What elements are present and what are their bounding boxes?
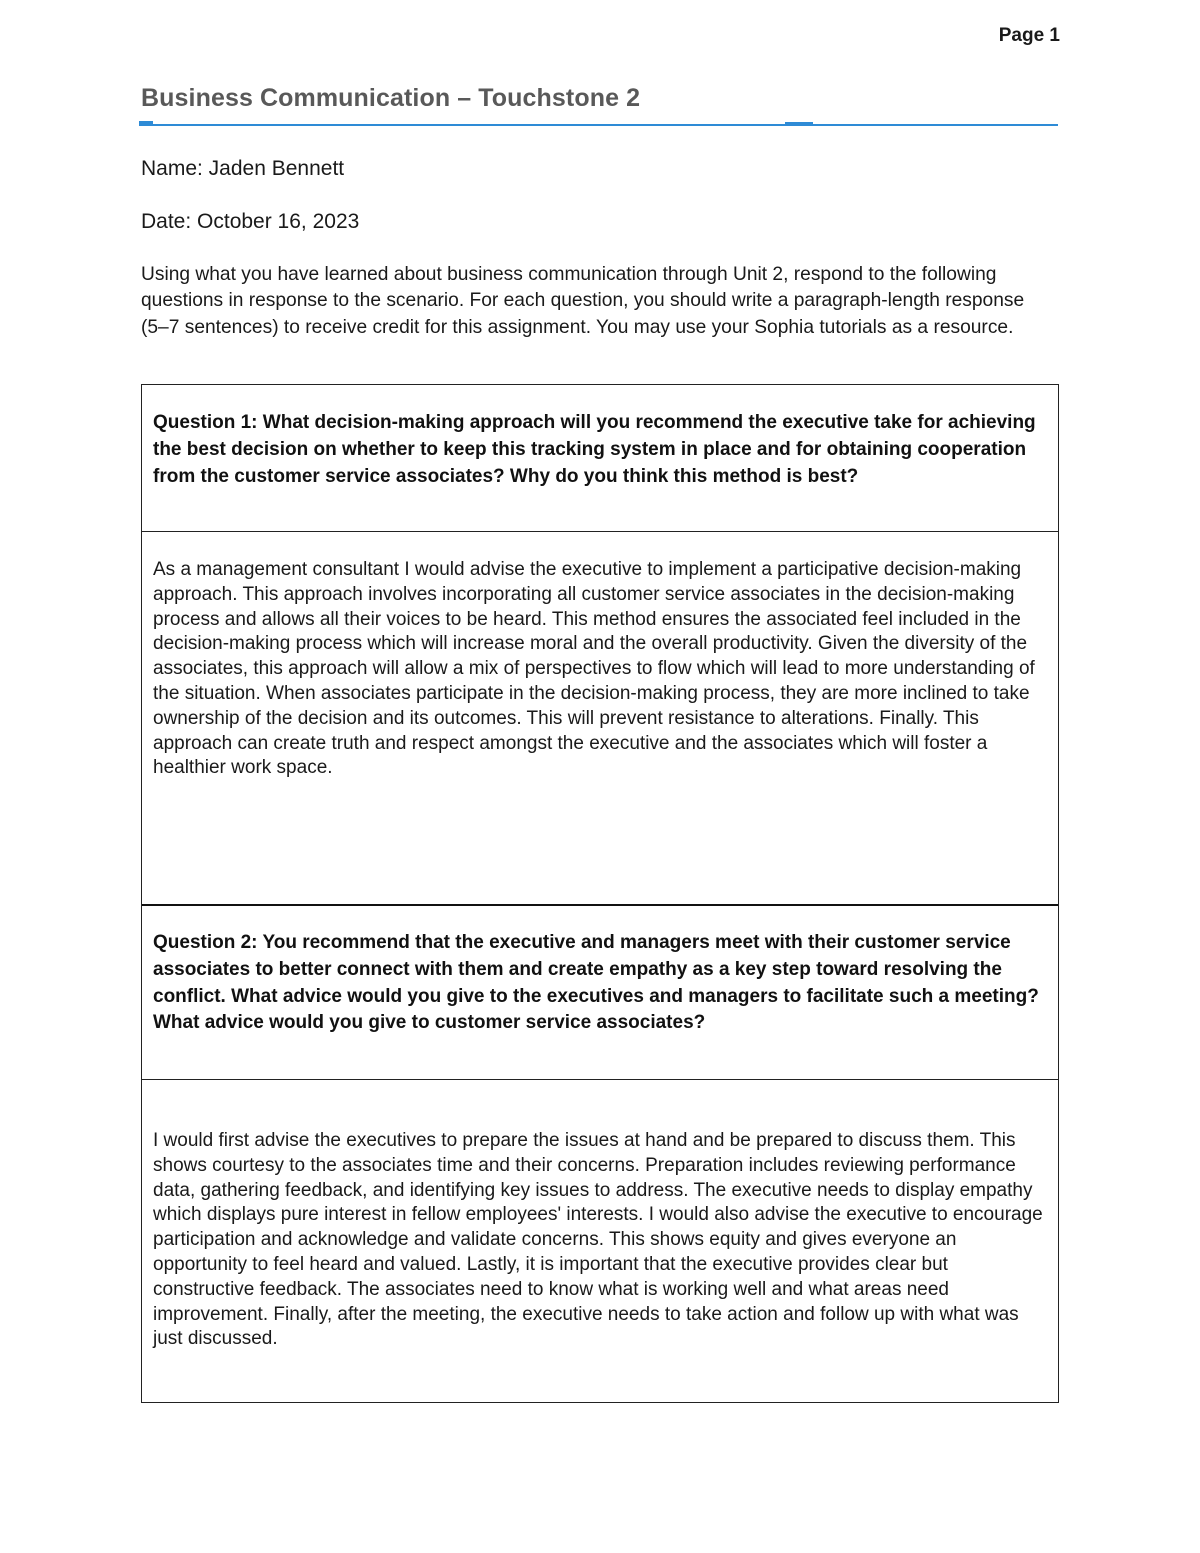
instructions-paragraph: Using what you have learned about business communication through Unit 2, respond to the following questions in response to the scenario. For each question, you should write a paragraph-length response (5–7 sentences) to receive credit for this assignment. You may use your Sophia tutorials as a resource.	[141, 264, 1025, 338]
title-underline-accent	[785, 122, 813, 125]
page-number: Page 1	[998, 25, 1060, 46]
question-2-text: Question 2: You recommend that the executive and managers meet with their customer service associates to better connect with them and create empathy as a key step toward resolving the conflict. What advice would you give to the executives and managers to facilitate such a meeting? What advice would you give to customer service associates?	[153, 932, 1039, 1034]
title-underline-accent	[139, 121, 153, 124]
question-cell	[142, 385, 1058, 532]
answer-cell	[142, 1080, 1058, 1402]
answer-cell	[142, 532, 1058, 906]
submission-date: Date: October 16, 2023	[141, 210, 360, 233]
question-1-text: Question 1: What decision-making approach will you recommend the executive take for achieving the best decision on whether to keep this tracking system in place and for obtaining cooperation from the customer service associates? Why do you think this method is best?	[153, 412, 1036, 487]
answer-2-text: I would first advise the executives to prepare the issues at hand and be prepared to discuss them. This shows courtesy to the associates time and their concerns. Preparation includes reviewing performance data, gathering feedback, and identifying key issues to address. The executive needs to display empathy which displays pure interest in fellow employees' interests. I would also advise the executive to encourage participation and acknowledge and validate concerns. This shows equity and gives everyone an opportunity to feel heard and valued. Lastly, it is important that the executive provides clear but constructive feedback. The associates need to know what is working well and what areas need improvement. Finally, after the meeting, the executive needs to take action and follow up with what was just discussed.	[153, 1130, 1043, 1350]
student-name: Name: Jaden Bennett	[141, 157, 345, 180]
answer-1-text: As a management consultant I would advise the executive to implement a participative decision-making approach. This approach involves incorporating all customer service associates in the decision-making process and allows all their voices to be heard. This method ensures the associated feel included in the decision-making process which will increase moral and the overall productivity. Given the diversity of the associates, this approach will allow a mix of perspectives to flow which will lead to more understanding of the situation. When associates participate in the decision-making process, they are more inclined to take ownership of the decision and its outcomes. This will prevent resistance to alterations. Finally. This approach can create truth and respect amongst the executive and the associates which will foster a healthier work space.	[153, 559, 1035, 779]
title-underline	[139, 124, 1058, 126]
document-title: Business Communication – Touchstone 2	[141, 84, 641, 112]
question-cell	[142, 906, 1058, 1080]
question-answer-table	[141, 384, 1059, 1403]
